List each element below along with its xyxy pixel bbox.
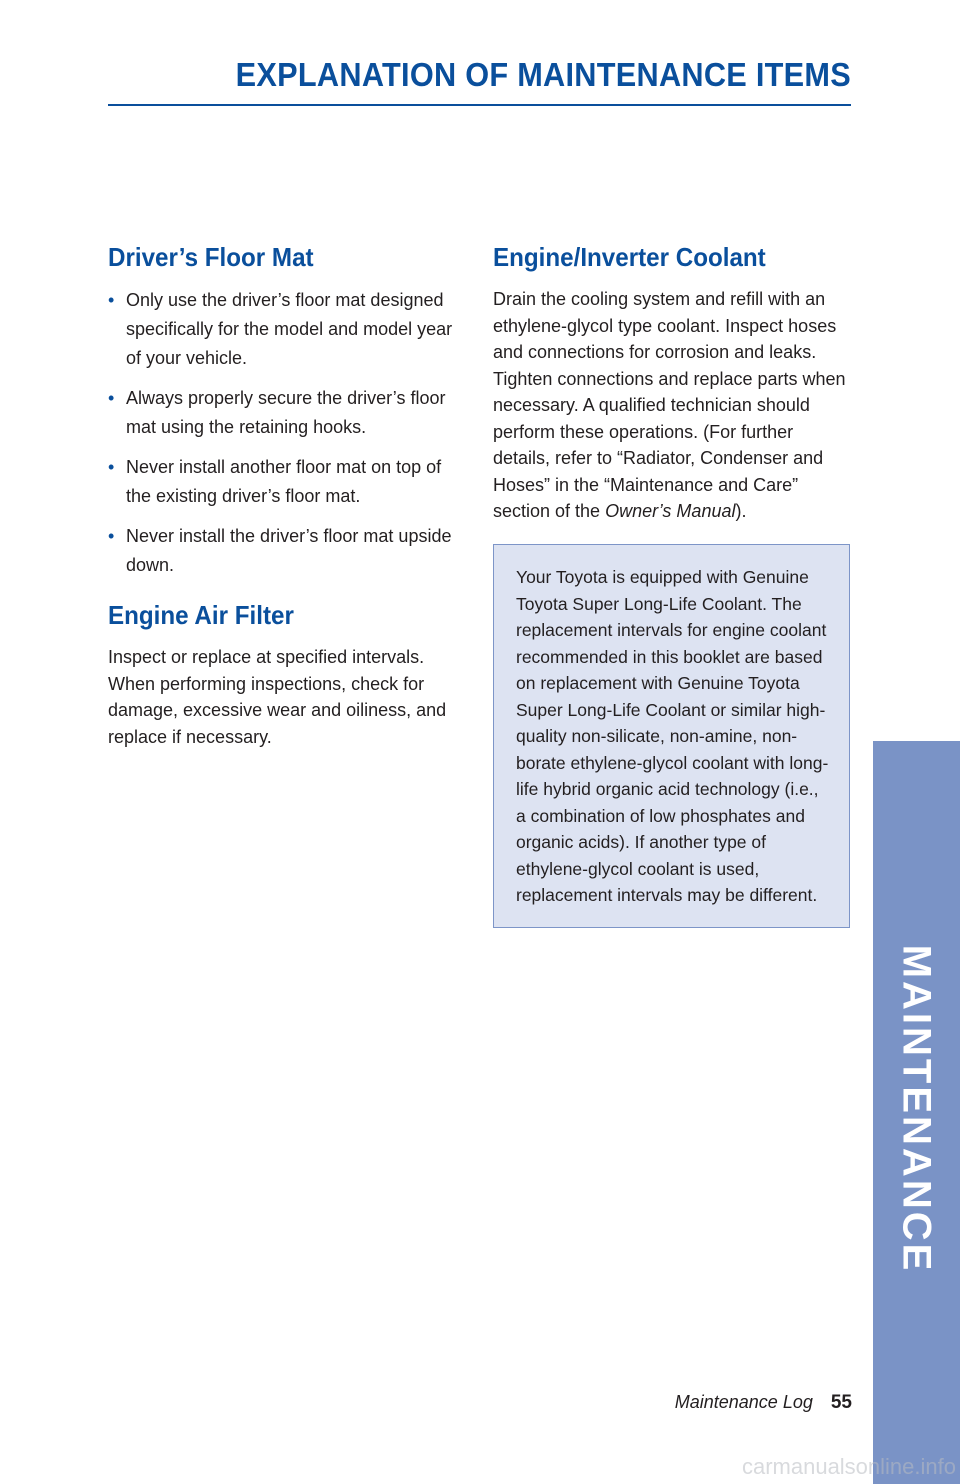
list-item (108, 522, 453, 580)
coolant-text (493, 286, 851, 525)
coolant-body: Drain the cooling system and refill with an ethylene-glycol type coolant. Inspect hoses and connections for corrosion and leaks. Tighten connections and replace parts when necessary. A qualified technician should perform these operations. (For further details, refer to “Radiator, Condenser and Hoses” in the “Maintenance and Care” section of the (493, 289, 846, 521)
floor-mat-list (108, 286, 453, 580)
page-number: 55 (830, 1392, 852, 1413)
bullet-icon: • (108, 526, 115, 546)
page-title: EXPLANATION OF MAINTENANCE ITEMS (235, 56, 852, 93)
list-item-text: Never install the driver’s floor mat upside down. (126, 526, 452, 575)
air-filter-text: Inspect or replace at specified intervals. When performing inspections, check for damage, excessive wear and oiliness, and replace if necessary. (108, 647, 447, 747)
page-footer (675, 1392, 852, 1414)
air-filter-heading: Engine Air Filter (108, 600, 294, 630)
list-item (108, 384, 453, 442)
list-item-text: Never install another floor mat on top of the existing driver’s floor mat. (126, 457, 442, 506)
coolant-heading: Engine/Inverter Coolant (493, 242, 766, 272)
list-item-text: Always properly secure the driver’s floor mat using the retaining hooks. (126, 388, 446, 437)
owners-manual-reference: Owner’s Manual (605, 501, 736, 521)
coolant-note-box (493, 544, 850, 928)
right-column (493, 240, 851, 525)
list-item (108, 453, 453, 511)
section-tab-label: MAINTENANCE (894, 944, 939, 1274)
coolant-body-end: ). (735, 501, 747, 521)
left-column (108, 240, 453, 750)
bullet-icon: • (108, 388, 115, 408)
footer-label: Maintenance Log (674, 1392, 813, 1412)
bullet-icon: • (108, 290, 115, 310)
bullet-icon: • (108, 457, 115, 477)
floor-mat-heading: Driver’s Floor Mat (108, 242, 314, 272)
watermark: carmanualsonline.info (741, 1454, 956, 1479)
header-divider (108, 104, 851, 106)
list-item-text: Only use the driver’s floor mat designed specifically for the model and model year of your vehicle. (126, 290, 453, 368)
coolant-note-text: Your Toyota is equipped with Genuine Toyota Super Long-Life Coolant. The replacement intervals for engine coolant recommended in this booklet are based on replacement with Genuine Toyota Super Long-Life Coolant or similar high-quality non-silicate, non-amine, non-borate ethylene-glycol coolant with long-life hybrid organic acid technology (i.e., a combination of low phosphates and organic acids). If another type of ethylene-glycol coolant is used, replacement intervals may be different. (516, 567, 829, 905)
list-item (108, 286, 453, 373)
